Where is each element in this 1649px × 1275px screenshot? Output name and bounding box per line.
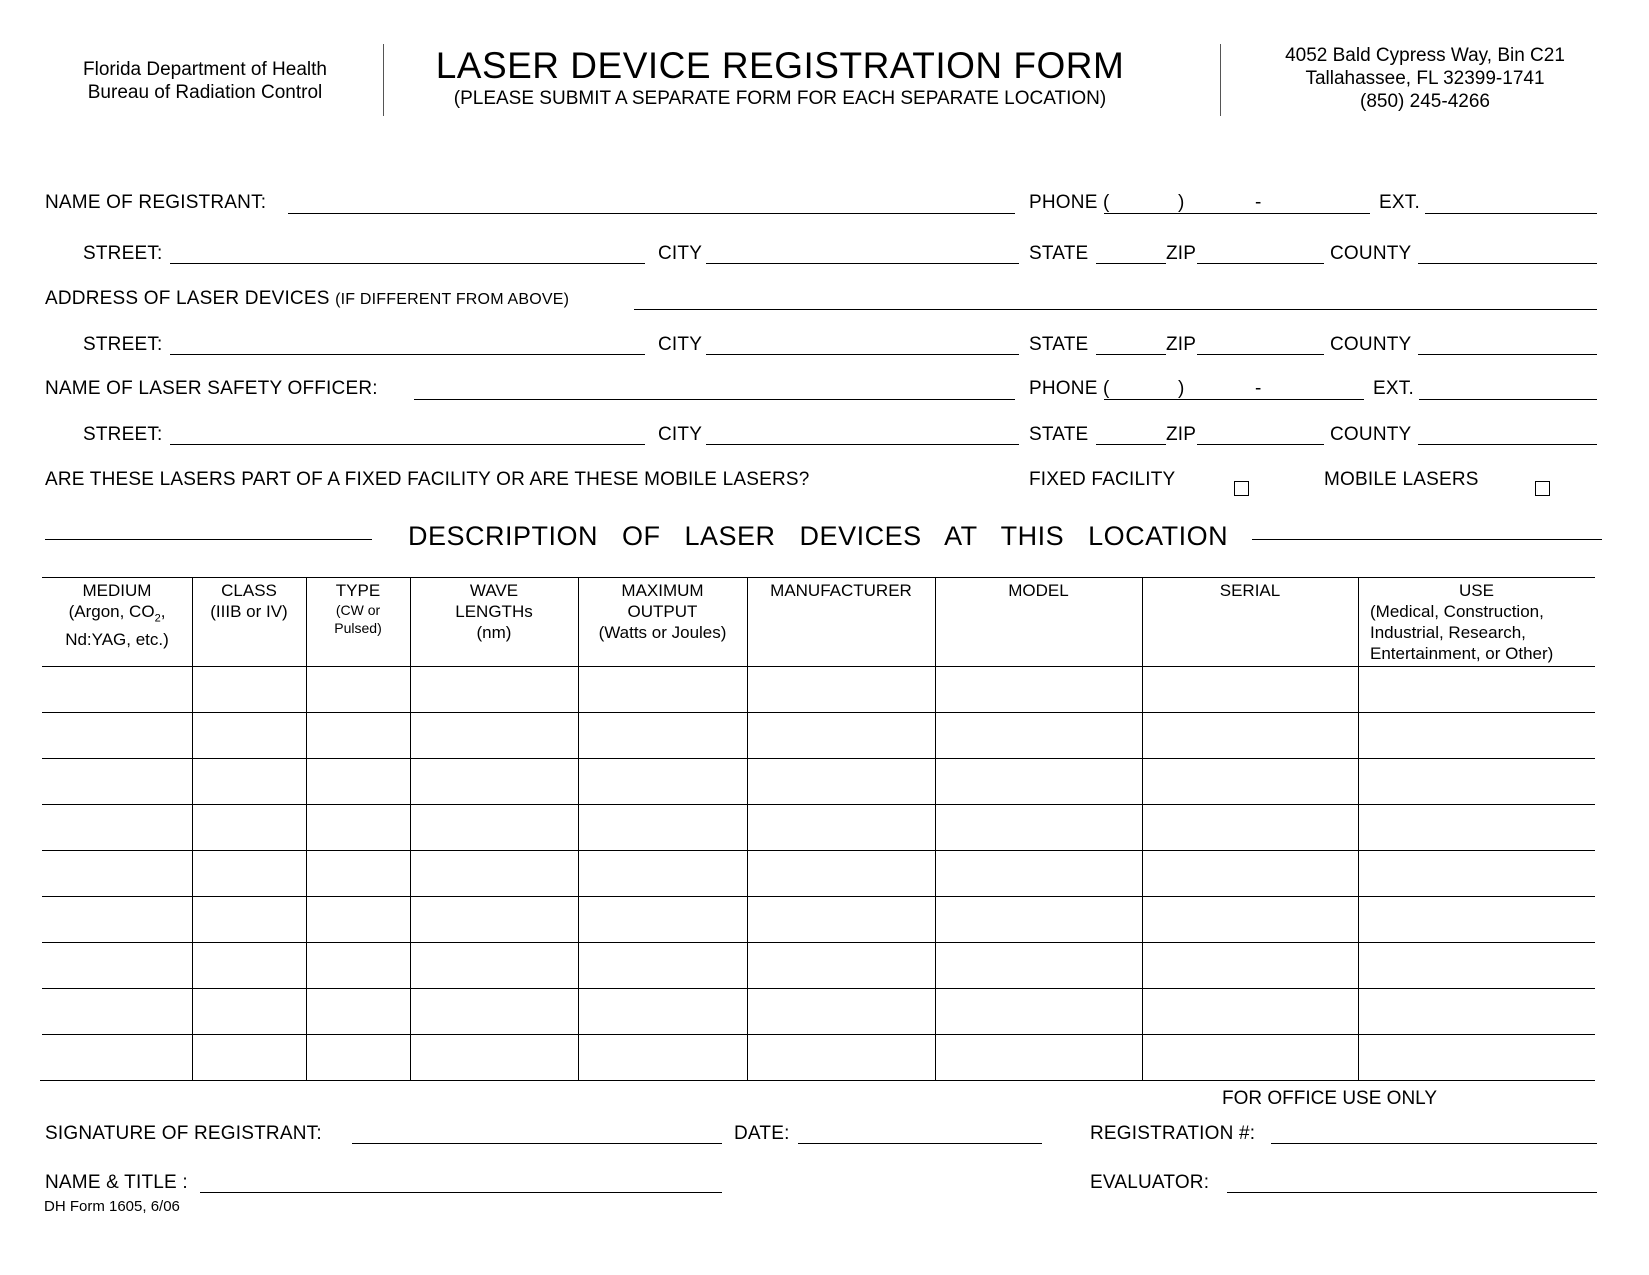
registrant-ext-label: EXT.	[1379, 192, 1420, 213]
table-row-line	[42, 1034, 1595, 1035]
col-manufacturer-title: MANUFACTURER	[770, 581, 912, 600]
signature-label: SIGNATURE OF REGISTRANT:	[45, 1123, 322, 1144]
device-address-field[interactable]	[634, 309, 1597, 310]
device-zip-label: ZIP	[1166, 334, 1197, 355]
office-use-label: FOR OFFICE USE ONLY	[1222, 1088, 1438, 1109]
table-row-line	[42, 896, 1595, 897]
device-address-title: ADDRESS OF LASER DEVICES	[45, 288, 330, 309]
lso-name-label: NAME OF LASER SAFETY OFFICER:	[45, 378, 378, 399]
col-medium	[42, 580, 192, 650]
table-col-divider	[935, 577, 936, 1080]
device-street-label: STREET:	[83, 334, 163, 355]
header-divider-left	[383, 44, 384, 116]
lso-city-label: CITY	[658, 424, 703, 445]
col-use-title: USE	[1459, 581, 1494, 600]
registrant-zip-field[interactable]	[1197, 263, 1324, 264]
table-row-line	[42, 850, 1595, 851]
col-medium-hint	[42, 601, 192, 629]
col-wave-hint: (nm)	[476, 623, 512, 642]
lso-phone-close: )	[1178, 378, 1185, 399]
table-col-divider	[578, 577, 579, 1080]
device-address-note: (IF DIFFERENT FROM ABOVE)	[335, 291, 570, 308]
registrant-name-field[interactable]	[288, 213, 1015, 214]
address-phone: (850) 245-4266	[1360, 91, 1490, 112]
registrant-phone-dash: -	[1255, 192, 1262, 213]
lso-name-field[interactable]	[414, 399, 1015, 400]
lso-zip-label: ZIP	[1166, 424, 1197, 445]
table-bottom-border	[40, 1080, 1595, 1081]
col-use	[1358, 580, 1595, 664]
device-county-label: COUNTY	[1330, 334, 1412, 355]
col-use-hint-3: Entertainment, or Other)	[1370, 644, 1554, 663]
device-city-label: CITY	[658, 334, 703, 355]
lso-street-field[interactable]	[170, 444, 645, 445]
device-address-label	[45, 288, 569, 310]
col-max-output	[578, 580, 747, 643]
fixed-facility-checkbox[interactable]	[1234, 481, 1249, 496]
table-row-line	[42, 988, 1595, 989]
registrant-city-field[interactable]	[706, 263, 1019, 264]
evaluator-label: EVALUATOR:	[1090, 1172, 1210, 1193]
lso-street-label: STREET:	[83, 424, 163, 445]
lso-state-field[interactable]	[1096, 444, 1166, 445]
lso-phone-label: PHONE (	[1029, 378, 1110, 399]
form-title: LASER DEVICE REGISTRATION FORM	[435, 45, 1125, 86]
col-type-hint-2: Pulsed)	[334, 620, 382, 636]
registrant-county-label: COUNTY	[1330, 243, 1412, 264]
col-wave-title-2: LENGTHs	[455, 602, 533, 621]
device-street-field[interactable]	[170, 354, 645, 355]
col-class-title: CLASS	[221, 581, 277, 600]
table-row-line	[42, 942, 1595, 943]
registrant-county-field[interactable]	[1418, 263, 1597, 264]
registrant-phone-label: PHONE (	[1029, 192, 1110, 213]
col-class	[192, 580, 306, 622]
col-type-title: TYPE	[335, 581, 381, 600]
device-county-field[interactable]	[1418, 354, 1597, 355]
lso-phone-dash: -	[1255, 378, 1262, 399]
lso-city-field[interactable]	[706, 444, 1019, 445]
table-header-border	[42, 666, 1595, 667]
table-col-divider	[410, 577, 411, 1080]
col-model-title: MODEL	[1008, 581, 1069, 600]
lso-county-field[interactable]	[1418, 444, 1597, 445]
registration-number-label: REGISTRATION #:	[1090, 1123, 1256, 1144]
section-rule-left	[45, 539, 372, 540]
registration-number-field[interactable]	[1271, 1143, 1597, 1144]
table-row-line	[42, 712, 1595, 713]
name-title-field[interactable]	[200, 1192, 722, 1193]
col-type	[306, 580, 410, 637]
registrant-street-label: STREET:	[83, 243, 163, 264]
lso-county-label: COUNTY	[1330, 424, 1412, 445]
col-model	[935, 580, 1142, 601]
col-use-hint-2: Industrial, Research,	[1370, 623, 1526, 642]
registrant-ext-field[interactable]	[1425, 213, 1597, 214]
device-state-label: STATE	[1029, 334, 1089, 355]
registrant-phone-field[interactable]	[1104, 213, 1370, 214]
date-field[interactable]	[798, 1143, 1042, 1144]
registrant-street-field[interactable]	[170, 263, 645, 264]
table-col-divider	[747, 577, 748, 1080]
address-street: 4052 Bald Cypress Way, Bin C21	[1285, 45, 1565, 66]
mobile-lasers-checkbox[interactable]	[1535, 481, 1550, 496]
form-number: DH Form 1605, 6/06	[44, 1198, 180, 1215]
registrant-name-label: NAME OF REGISTRANT:	[45, 192, 267, 213]
table-col-divider	[192, 577, 193, 1080]
device-state-field[interactable]	[1096, 354, 1166, 355]
agency-name: Florida Department of Health	[83, 59, 327, 80]
col-output-title: MAXIMUM	[621, 581, 704, 600]
date-label: DATE:	[734, 1123, 790, 1144]
registrant-city-label: CITY	[658, 243, 703, 264]
col-serial-title: SERIAL	[1219, 581, 1281, 600]
registrant-zip-label: ZIP	[1166, 243, 1197, 264]
lso-phone-field[interactable]	[1104, 399, 1364, 400]
name-title-label: NAME & TITLE :	[45, 1172, 188, 1193]
table-col-divider	[306, 577, 307, 1080]
fixed-facility-label: FIXED FACILITY	[1029, 469, 1176, 490]
col-use-hint: (Medical, Construction,	[1370, 602, 1544, 621]
table-top-border	[42, 577, 1595, 578]
table-row-line	[42, 804, 1595, 805]
col-type-hint: (CW or	[335, 602, 381, 618]
section-rule-right	[1252, 539, 1602, 540]
mailing-address	[1270, 44, 1580, 113]
device-city-field[interactable]	[706, 354, 1019, 355]
registrant-state-label: STATE	[1029, 243, 1089, 264]
col-manufacturer	[747, 580, 935, 601]
col-output-title-2: OUTPUT	[627, 602, 698, 621]
lso-ext-label: EXT.	[1373, 378, 1414, 399]
bureau-name: Bureau of Radiation Control	[87, 82, 323, 103]
col-medium-hint-sub: 2	[154, 612, 161, 625]
table-row-line	[42, 758, 1595, 759]
signature-field[interactable]	[352, 1143, 722, 1144]
address-city: Tallahassee, FL 32399-1741	[1305, 68, 1545, 89]
device-zip-field[interactable]	[1197, 354, 1324, 355]
description-title: DESCRIPTION OF LASER DEVICES AT THIS LOCATION	[408, 521, 1229, 551]
facility-question: ARE THESE LASERS PART OF A FIXED FACILITY OR ARE THESE MOBILE LASERS?	[45, 469, 810, 490]
col-wavelength	[410, 580, 578, 643]
col-medium-hint-comma: ,	[160, 602, 166, 621]
table-col-divider	[1142, 577, 1143, 1080]
col-medium-hint-text: (Argon, CO	[68, 602, 155, 621]
col-medium-title: MEDIUM	[82, 581, 152, 600]
col-medium-hint-2: Nd:YAG, etc.)	[65, 630, 169, 650]
registrant-state-field[interactable]	[1096, 263, 1166, 264]
registrant-phone-close: )	[1178, 192, 1185, 213]
col-class-hint: (IIIB or IV)	[210, 602, 288, 621]
lso-ext-field[interactable]	[1419, 399, 1597, 400]
header-divider-right	[1220, 44, 1221, 116]
agency-block	[70, 58, 340, 104]
col-serial	[1142, 580, 1358, 601]
form-subtitle: (PLEASE SUBMIT A SEPARATE FORM FOR EACH SEPARATE LOCATION)	[453, 88, 1107, 109]
lso-zip-field[interactable]	[1197, 444, 1324, 445]
col-wave-title: WAVE	[469, 581, 519, 600]
title-block	[400, 44, 1160, 110]
lso-state-label: STATE	[1029, 424, 1089, 445]
evaluator-field[interactable]	[1227, 1192, 1597, 1193]
col-output-hint: (Watts or Joules)	[598, 623, 727, 642]
mobile-lasers-label: MOBILE LASERS	[1324, 469, 1479, 490]
